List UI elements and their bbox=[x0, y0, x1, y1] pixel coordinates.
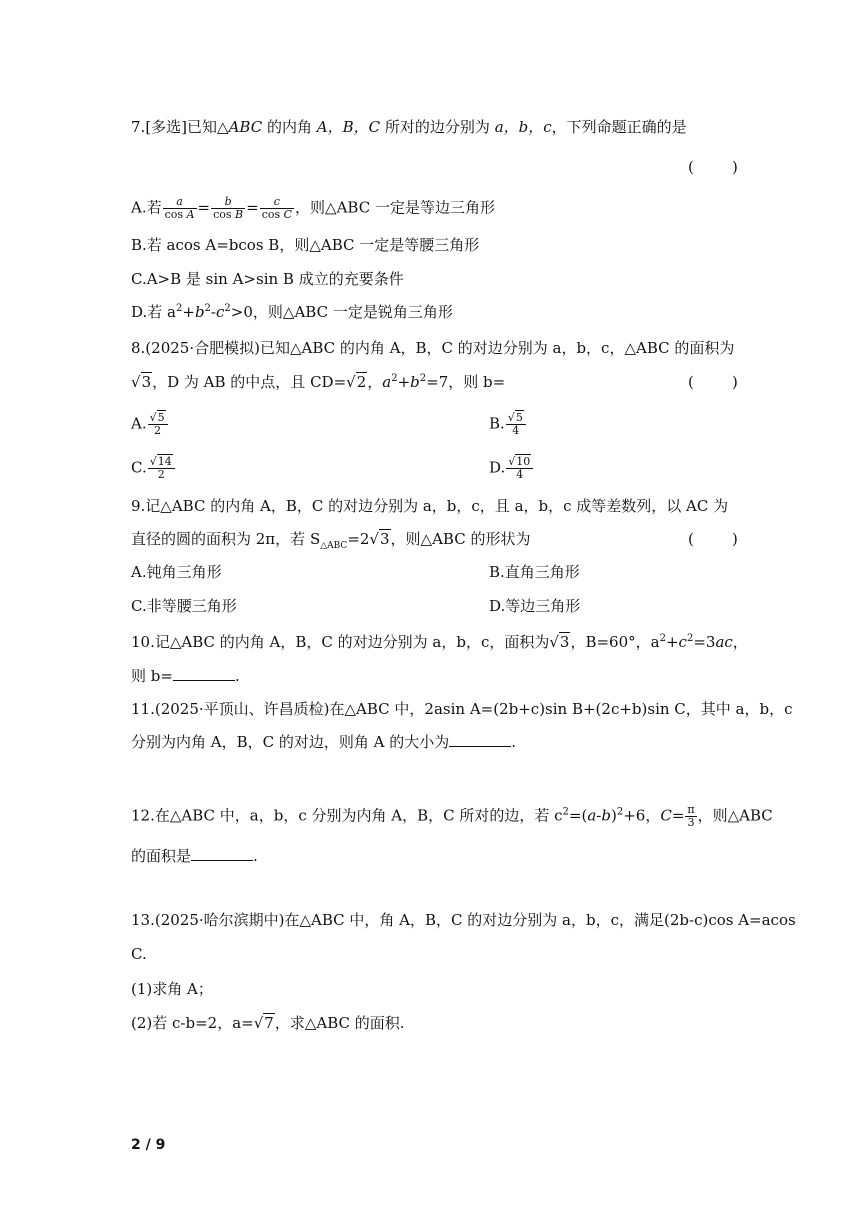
q8-option-d[interactable]: D. $\frac{√10}{4}$ bbox=[489, 456, 534, 481]
q9-stem-line2: 直径的圆的面积为 2π，若 $S_{\triangle ABC}=2√3$，则△ABC 的形状为 bbox=[131, 530, 531, 551]
q7-stem: 7.[多选]已知△ABC 的内角 A，B，C 所对的边分别为 a，b，c，下列命题正确的是 bbox=[131, 118, 687, 136]
q13-part1: (1)求角 A； bbox=[131, 980, 213, 998]
q9-stem-line1: 9.记△ABC 的内角 A，B，C 的对边分别为 a，b，c，且 a，b，c 成等差数列，以 AC 为 bbox=[131, 497, 729, 515]
q10-answer-blank[interactable] bbox=[173, 666, 235, 681]
q9-option-d[interactable]: D.等边三角形 bbox=[489, 597, 581, 615]
q8-option-b[interactable]: B. $\frac{√5}{4}$ bbox=[489, 412, 527, 437]
q10-stem-line1: 10.记△ABC 的内角 A，B，C 的对边分别为 a，b，c，面积为√3，B=60°，$a^2+c^2=3ac$， bbox=[131, 633, 748, 651]
q11-stem-line1: 11.(2025·平顶山、许昌质检)在△ABC 中，2asin A=(2b+c)sin B+(2c+b)sin C，其中 a，b，c bbox=[131, 700, 793, 718]
q10-stem-line2: 则 b= . bbox=[131, 667, 240, 685]
q7-tag: [多选] bbox=[145, 118, 188, 136]
q9-option-a[interactable]: A.钝角三角形 bbox=[131, 563, 222, 581]
q8-option-c[interactable]: C. $\frac{√14}{2}$ bbox=[131, 456, 176, 481]
q7-option-d[interactable]: D.若 $a^2+b^2-c^2>0$，则△ABC 一定是锐角三角形 bbox=[131, 303, 453, 321]
q7-number: 7. bbox=[131, 118, 146, 136]
q13-stem-line1: 13.(2025·哈尔滨期中)在△ABC 中，角 A，B，C 的对边分别为 a，b，c，满足(2b-c)cos A=acos bbox=[131, 911, 796, 929]
q11-answer-blank[interactable] bbox=[449, 732, 511, 747]
q7-answer-paren[interactable]: ( ) bbox=[688, 158, 738, 176]
q7-option-b[interactable]: B.若 acos A=bcos B，则△ABC 一定是等腰三角形 bbox=[131, 236, 480, 254]
q12-answer-blank[interactable] bbox=[191, 846, 253, 861]
q9-answer-paren[interactable]: ( ) bbox=[688, 530, 738, 548]
q9-option-b[interactable]: B.直角三角形 bbox=[489, 563, 580, 581]
fraction: $\frac{\pi}{3}$ bbox=[687, 803, 695, 829]
q13-stem-line2: C. bbox=[131, 945, 147, 963]
q8-option-a[interactable]: A. $\frac{√5}{2}$ bbox=[131, 412, 169, 437]
q12-stem-line1: 12.在△ABC 中，a，b，c 分别为内角 A，B，C 所对的边，若 $c^2=(a-b)^2+6$，C= $\frac{\pi}{3}$ ，则△ABC bbox=[131, 803, 773, 829]
q7-option-c[interactable]: C.A>B 是 sin A>sin B 成立的充要条件 bbox=[131, 270, 404, 288]
fraction: $\frac{√5}{4}$ bbox=[506, 412, 526, 437]
fraction: $\frac{√5}{2}$ bbox=[148, 412, 168, 437]
q13-part2: (2)若 c-b=2，a=√7，求△ABC 的面积. bbox=[131, 1014, 405, 1032]
fraction: $\frac{b}{\text{cos B}}$ bbox=[213, 195, 244, 221]
page-number: 2 / 9 bbox=[131, 1137, 166, 1153]
fraction: $\frac{c}{\text{cos C}}$ bbox=[261, 195, 293, 221]
q11-stem-line2: 分别为内角 A，B，C 的对边，则角 A 的大小为 . bbox=[131, 733, 517, 751]
q12-stem-line2: 的面积是 . bbox=[131, 847, 258, 865]
q9-option-c[interactable]: C.非等腰三角形 bbox=[131, 597, 237, 615]
fraction: $\frac{√10}{4}$ bbox=[506, 456, 533, 481]
q7-option-a[interactable]: A.若 $\frac{a}{\text{cos A}}$ = $\frac{b}{\text{cos B}}$ = $\frac{c}{\text{cos C}}$ ，则△ABC 一定是等边三角形 bbox=[131, 195, 495, 221]
fraction: $\frac{√14}{2}$ bbox=[148, 456, 175, 481]
fraction: $\frac{a}{\text{cos A}}$ bbox=[164, 195, 195, 221]
q8-answer-paren[interactable]: ( ) bbox=[688, 373, 738, 391]
q8-stem-line2: √3，D 为 AB 的中点，且 CD=√2，$a^2+b^2=7$，则 b= bbox=[131, 373, 506, 391]
q8-stem-line1: 8.(2025·合肥模拟)已知△ABC 的内角 A，B，C 的对边分别为 a，b，c，△ABC 的面积为 bbox=[131, 339, 735, 357]
